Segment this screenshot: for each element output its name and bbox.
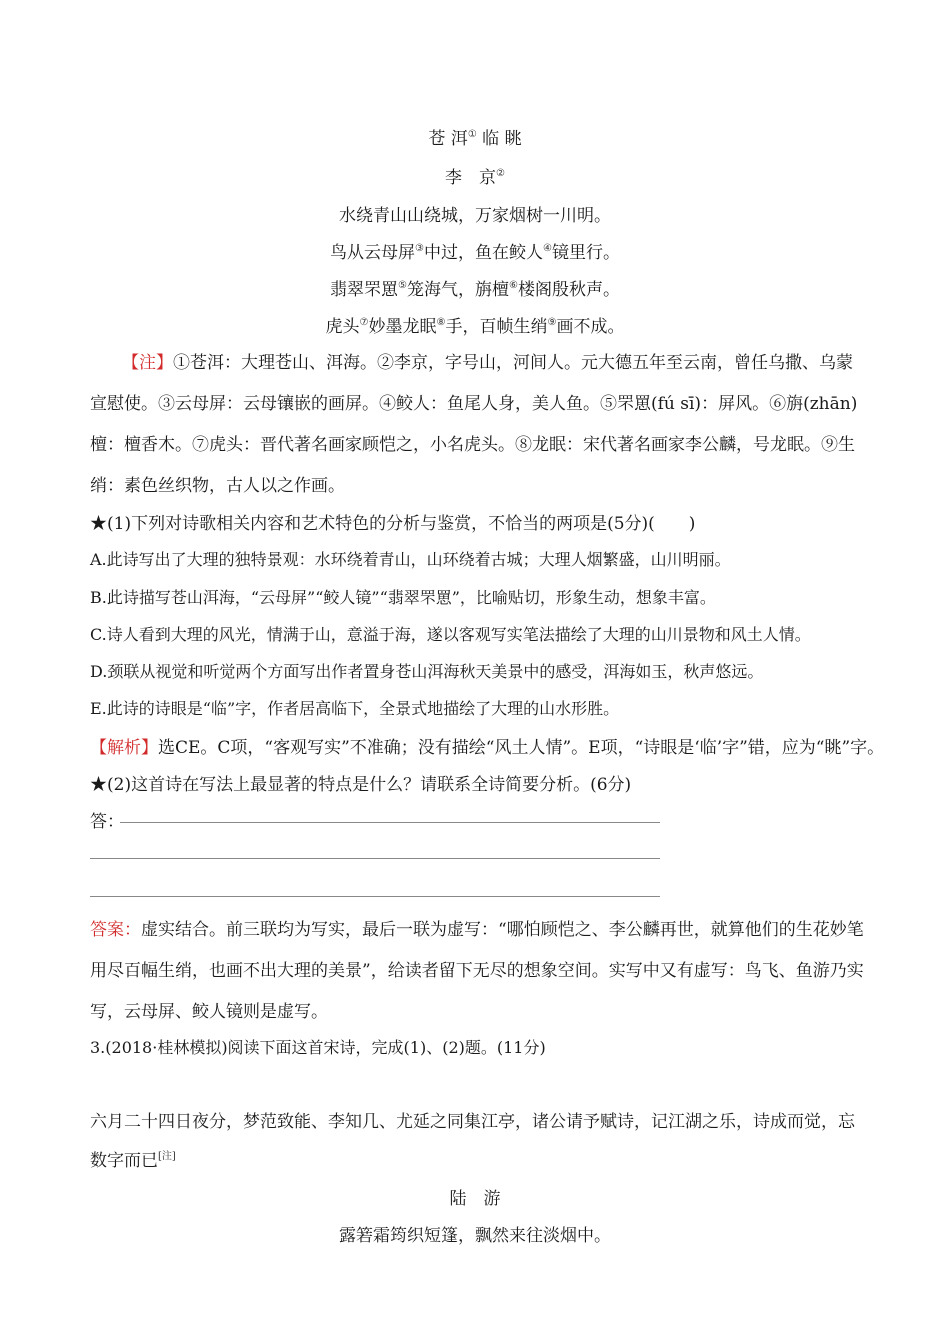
- answer-text: 虚实结合。前三联均为写实，最后一联为虚写：“哪怕顾恺之、李公麟再世，就算他们的生花妙笔: [141, 920, 864, 940]
- answer-line: [90, 997, 865, 1022]
- poem-title-long: [90, 1107, 865, 1132]
- poem-line-text: 笼海气，旃檀: [407, 280, 509, 300]
- question-stem-text: 3.(2018·桂林模拟)阅读下面这首宋诗，完成(1)、(2)题。(11分): [90, 1038, 546, 1057]
- answer-line: [90, 956, 865, 981]
- notes-text: ①苍洱：大理苍山、洱海。②李京，字号山，河间人。元大德五年至云南，曾任乌撒、乌蒙: [173, 353, 853, 373]
- option-b: [90, 585, 865, 608]
- notes-text: 绡：素色丝织物，古人以之作画。: [90, 476, 345, 496]
- notes-line: [90, 430, 865, 455]
- poem-line-text: 鸟从云母屏: [330, 243, 416, 263]
- poem-line-text: 翡翠罘罳: [330, 280, 399, 300]
- question-stem: [90, 770, 865, 795]
- footnote-marker: ④: [543, 243, 552, 254]
- poem-title-text: 六月二十四日夜分，梦范致能、李知几、尤延之同集江亭，诸公请予赋诗，记江湖之乐，诗成而觉，忘: [90, 1112, 855, 1132]
- poem-line: [0, 275, 950, 300]
- footnote-marker: ⑥: [509, 280, 518, 291]
- notes-label: 【注】: [122, 353, 173, 373]
- answer-label: 答案：: [90, 920, 141, 940]
- option-text: C.诗人看到大理的风光，情满于山，意溢于海，遂以客观写实笔法描绘了大理的山川景物和风土人情。: [90, 625, 811, 644]
- notes-text: 檀：檀香木。⑦虎头：晋代著名画家顾恺之，小名虎头。⑧龙眠：宋代著名画家李公麟，号龙眠。⑨生: [90, 435, 855, 455]
- option-a: [90, 547, 865, 570]
- poem-author-text: 陆 游: [449, 1189, 501, 1209]
- footnote-marker: ⑨: [547, 317, 557, 328]
- poem-line-text: 妙墨龙眠: [368, 317, 437, 337]
- poem-line-text: 楼阁殷秋声。: [517, 280, 620, 300]
- poem-author: [0, 1184, 950, 1209]
- analysis-label: 【解析】: [90, 738, 158, 758]
- footnote-marker: ⑤: [398, 280, 407, 291]
- option-text: A.此诗写出了大理的独特景观：水环绕着青山，山环绕着古城；大理人烟繁盛，山川明丽。: [90, 550, 731, 569]
- answer-blank-line[interactable]: [120, 822, 660, 823]
- footnote-marker: ⑦: [359, 317, 369, 328]
- poem-line-text: 镜里行。: [551, 243, 620, 263]
- option-d: [90, 659, 865, 682]
- poem-line: [0, 312, 950, 337]
- answer-prefix-text: 答：: [90, 812, 124, 832]
- poem-title-text: 数字而已: [90, 1151, 158, 1171]
- answer-prefix: [90, 807, 865, 832]
- analysis: [90, 733, 885, 758]
- analysis-text: 选CE。C项，“客观写实”不准确；没有描绘“风土人情”。E项，“诗眼是‘临’字”错，应为“眺”字。: [158, 738, 885, 758]
- option-e: [90, 696, 865, 719]
- answer-text: 用尽百幅生绡，也画不出大理的美景”，给读者留下无尽的想象空间。实写中又有虚写：鸟飞、鱼游乃实: [90, 961, 864, 981]
- poem-title: [0, 124, 950, 149]
- footnote-marker: ①: [467, 129, 477, 140]
- question-stem: [90, 1035, 865, 1058]
- question-stem: [90, 509, 865, 534]
- poem-author-text: 李 京: [445, 168, 497, 188]
- question-stem-text: ★(2)这首诗在写法上最显著的特点是什么？请联系全诗简要分析。(6分): [90, 775, 632, 795]
- poem-line-text: 露箬霜筠织短篷，飘然来往淡烟中。: [339, 1226, 611, 1246]
- option-c: [90, 622, 865, 645]
- footnote-marker: ②: [496, 168, 505, 179]
- poem-line-text: 虎头: [325, 317, 360, 337]
- footnote-marker: ⑧: [436, 317, 446, 328]
- answer-line: [90, 915, 865, 940]
- answer-blank-line[interactable]: [90, 858, 660, 859]
- poem-line-text: 水绕青山山绕城，万家烟树一川明。: [339, 206, 611, 226]
- question-stem-text: ★(1)下列对诗歌相关内容和艺术特色的分析与鉴赏，不恰当的两项是(5分)( ): [90, 514, 696, 534]
- footnote-marker: ③: [415, 243, 424, 254]
- option-text: B.此诗描写苍山洱海，“云母屏”“鲛人镜”“翡翠罘罳”，比喻贴切，形象生动，想象丰富。: [90, 588, 716, 607]
- notes-line: [90, 389, 865, 414]
- poem-line-text: 中过，鱼在鲛人: [424, 243, 543, 263]
- poem-title-long: [90, 1146, 865, 1171]
- poem-line-text: 画不成。: [556, 317, 625, 337]
- footnote-marker: [注]: [158, 1151, 176, 1162]
- notes-text: 宣慰使。③云母屏：云母镶嵌的画屏。④鲛人：鱼尾人身，美人鱼。⑤罘罳(fú sī)：屏风。⑥旃(zhān): [90, 394, 858, 414]
- poem-line: [0, 201, 950, 226]
- option-text: D.颈联从视觉和听觉两个方面写出作者置身苍山洱海秋天美景中的感受，洱海如玉，秋声悠远。: [90, 662, 764, 681]
- notes-line: [122, 348, 867, 373]
- answer-text: 写，云母屏、鲛人镜则是虚写。: [90, 1002, 328, 1022]
- option-text: E.此诗的诗眼是“临”字，作者居高临下，全景式地描绘了大理的山水形胜。: [90, 699, 620, 718]
- poem-line-text: 手，百帧生绡: [445, 317, 548, 337]
- notes-line: [90, 471, 865, 496]
- poem-line: [0, 1221, 950, 1246]
- poem-line: [0, 238, 950, 263]
- answer-blank-line[interactable]: [90, 896, 660, 897]
- poem-author: [0, 163, 950, 188]
- poem-title-text: 苍 洱: [428, 129, 468, 149]
- poem-title-text-rest: 临 眺: [476, 129, 522, 149]
